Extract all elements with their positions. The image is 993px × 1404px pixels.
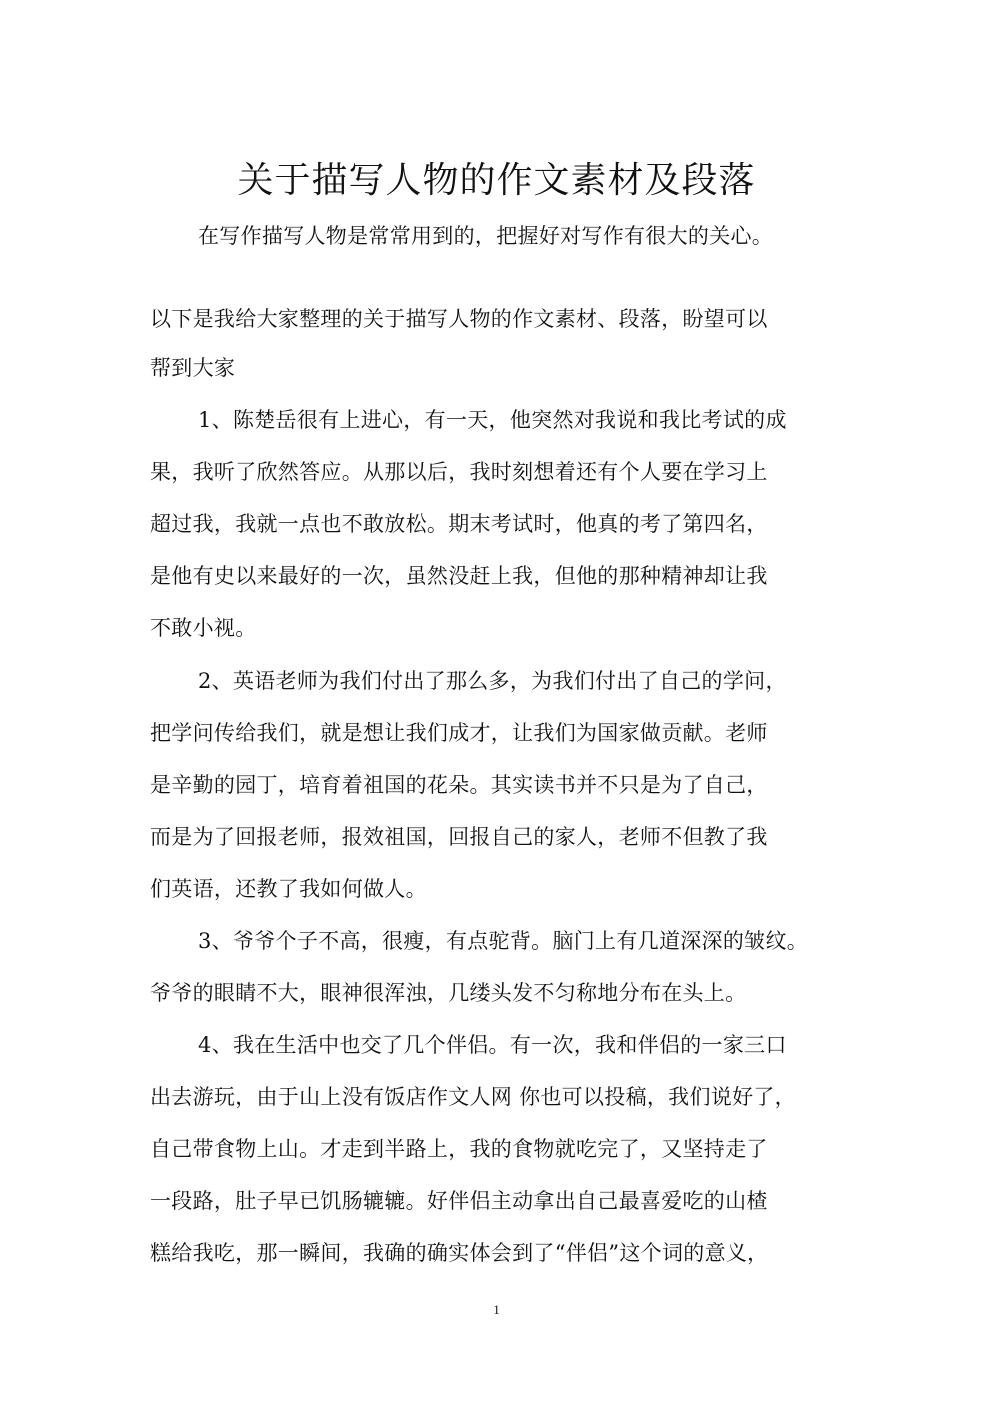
paragraph-line: 爷爷的眼睛不大，眼神很浑浊，几缕头发不匀称地分布在头上。 (150, 981, 747, 1005)
paragraph-line: 一段路，肚子早已饥肠辘辘。好伴侣主动拿出自己最喜爱吃的山楂 (150, 1189, 768, 1213)
paragraph-line: 是辛勤的园丁，培育着祖国的花朵。其实读书并不只是为了自己， (150, 773, 768, 797)
paragraph-line: 糕给我吃，那一瞬间，我确的确实体会到了“伴侣”这个词的意义， (150, 1241, 769, 1265)
paragraph-line: 们英语，还教了我如何做人。 (150, 877, 427, 901)
paragraph-line: 超过我，我就一点也不敢放松。期末考试时，他真的考了第四名， (150, 512, 768, 536)
page-number: 1 (493, 1302, 500, 1317)
paragraph-line: 把学问传给我们，就是想让我们成才，让我们为国家做贡献。老师 (150, 721, 768, 745)
paragraph-line: 帮到大家 (150, 356, 236, 380)
paragraph-line: 而是为了回报老师，报效祖国，回报自己的家人，老师不但教了我 (150, 825, 768, 849)
paragraph-line: 3、爷爷个子不高，很瘦，有点驼背。脑门上有几道深深的皱纹。 (198, 929, 809, 953)
paragraph-line: 不敢小视。 (150, 616, 257, 640)
paragraph-line: 2、英语老师为我们付出了那么多，为我们付出了自己的学问， (198, 669, 787, 693)
document-title: 关于描写人物的作文素材及段落 (237, 160, 756, 201)
paragraph-line: 自己带食物上山。才走到半路上，我的食物就吃完了，又坚持走了 (150, 1137, 768, 1161)
paragraph-line: 4、我在生活中也交了几个伴侣。有一次，我和伴侣的一家三口 (198, 1033, 787, 1057)
paragraph-line: 是他有史以来最好的一次，虽然没赶上我，但他的那种精神却让我 (150, 564, 768, 588)
paragraph-line: 1、陈楚岳很有上进心，有一天，他突然对我说和我比考试的成 (198, 408, 787, 432)
paragraph-line: 出去游玩，由于山上没有饭店作文人网 你也可以投稿，我们说好了， (150, 1085, 796, 1109)
paragraph-line: 果，我听了欣然答应。从那以后，我时刻想着还有个人要在学习上 (150, 460, 768, 484)
paragraph-line: 以下是我给大家整理的关于描写人物的作文素材、段落，盼望可以 (150, 307, 768, 331)
paragraph-line: 在写作描写人物是常常用到的，把握好对写作有很大的关心。 (198, 224, 774, 248)
